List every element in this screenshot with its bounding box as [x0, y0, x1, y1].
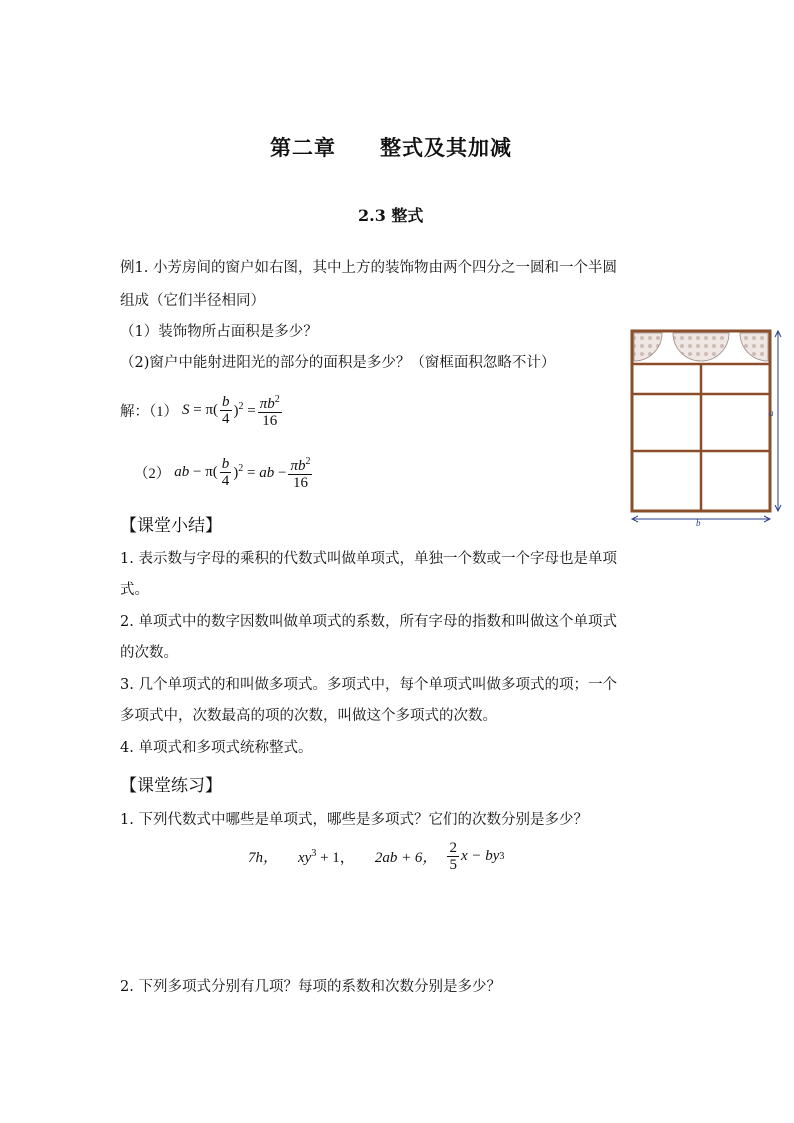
frac-den: 4	[221, 472, 230, 489]
expr-xy3-plus-1	[298, 846, 355, 867]
fraction-pib2-over-16	[288, 454, 312, 491]
expr-frac-x-minus-by3	[445, 840, 504, 873]
exponent: 2	[305, 455, 311, 467]
fraction-b-over-4	[220, 394, 232, 427]
fraction-b-over-4	[220, 456, 232, 489]
example-line-2: 组成（它们半径相同）	[120, 293, 265, 309]
frac-den: 5	[449, 856, 457, 873]
exponent: 2	[238, 462, 244, 474]
window-figure	[622, 326, 792, 526]
solution-label: 解：（1）	[120, 403, 178, 420]
expr-text: x − by	[460, 847, 500, 864]
frac-num: πb	[290, 457, 306, 474]
practice-expressions	[248, 836, 504, 876]
question-2: （2)窗户中能射进阳光的部分的面积是多少？（窗框面积忽略不计）	[120, 355, 556, 371]
summary-item-2b: 的次数。	[120, 645, 178, 661]
solution-1: 解：（1） S = π( $\frac{b}{4}$ )$^2$ = $\frac{\pi b^2}{16}$	[120, 393, 280, 429]
section-title: 2.3 整式	[358, 206, 424, 225]
question-1: （1）装饰物所占面积是多少？	[120, 324, 318, 340]
expr-text: + 1，	[316, 849, 355, 866]
frac-num: 2	[449, 839, 457, 856]
summary-item-1b: 式。	[120, 582, 149, 598]
summary-item-3a: 3. 几个单项式的和叫做多项式。多项式中，每个单项式叫做多项式的项；一个	[120, 677, 617, 693]
solution-2: （2） ab − π( $\frac{b}{4}$ )$^2$ = ab − $\frac{\pi b^2}{16}$	[134, 455, 311, 491]
frac-num: b	[221, 455, 230, 472]
solution-label: （2）	[134, 465, 171, 482]
summary-item-1a: 1. 表示数与字母的乘积的代数式叫做单项式，单独一个数或一个字母也是单项	[120, 551, 617, 567]
summary-item-4: 4. 单项式和多项式统称整式。	[120, 740, 313, 756]
exponent: 3	[499, 850, 505, 862]
label-a: a	[769, 408, 774, 418]
exponent: 3	[311, 847, 317, 859]
frac-num: πb	[259, 395, 275, 412]
chapter-title: 第二章 整式及其加减	[270, 135, 512, 160]
expr-text: 2ab + 6，	[374, 849, 438, 866]
frac-den: 16	[292, 474, 308, 491]
expr-2ab-plus-6	[375, 846, 438, 867]
fraction-pib2-over-16	[258, 392, 282, 429]
summary-heading: 【课堂小结】	[120, 516, 222, 536]
example-line-1: 例1. 小芳房间的窗户如右图，其中上方的装饰物由两个四分之一圆和一个半圆	[120, 260, 617, 276]
expr-7h	[248, 846, 278, 867]
practice-heading: 【课堂练习】	[120, 776, 222, 796]
frac-den: 16	[262, 412, 278, 429]
practice-question-2: 2. 下列多项式分别有几项？每项的系数和次数分别是多少？	[120, 979, 501, 995]
exponent: 2	[238, 400, 244, 412]
practice-question-1: 1. 下列代数式中哪些是单项式，哪些是多项式？它们的次数分别是多少？	[120, 812, 588, 828]
expr-text: 7h，	[248, 849, 279, 866]
frac-num: b	[222, 393, 230, 410]
frac-den: 4	[222, 410, 230, 427]
exponent: 2	[274, 393, 280, 405]
expr-text: xy	[298, 849, 312, 866]
summary-item-2a: 2. 单项式中的数字因数叫做单项式的系数，所有字母的指数和叫做这个单项式	[120, 614, 617, 630]
label-b: b	[696, 518, 701, 526]
summary-item-3b: 多项式中，次数最高的项的次数，叫做这个多项式的次数。	[120, 708, 497, 724]
